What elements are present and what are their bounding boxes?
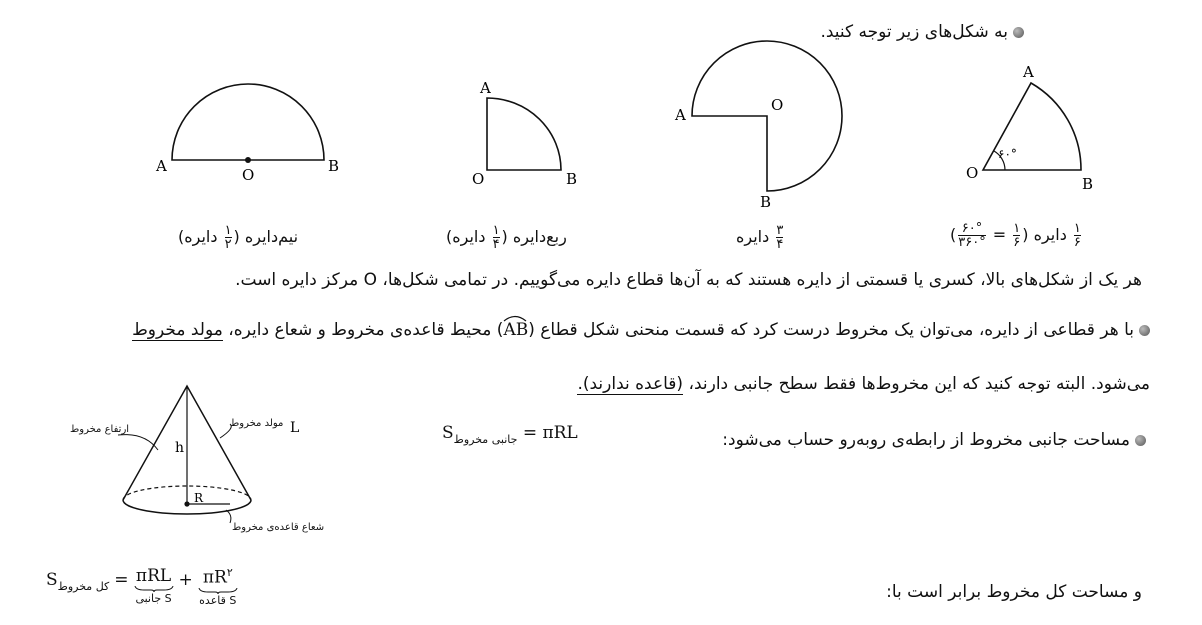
paragraph-cone: با هر قطاعی از دایره، می‌توان یک مخروط درست کرد که قسمت منحنی شکل قطاع ( AB) محیط قاعده‌ی مخروط و شعاع دایره، مولد مخروط bbox=[132, 320, 1150, 340]
quarter-label-o: O bbox=[472, 170, 485, 188]
bullet-icon bbox=[1135, 435, 1146, 446]
three-quarter-label-a: A bbox=[675, 106, 686, 124]
semicircle-label-a: A bbox=[156, 157, 167, 175]
three-quarter-caption: $\frac{۳}{۴}$ دایره bbox=[736, 223, 784, 252]
quarter-label-a: A bbox=[480, 79, 491, 97]
sixth-label-o: O bbox=[966, 164, 979, 182]
lateral-term: πRL S جانبی bbox=[135, 566, 172, 605]
semicircle-label-o: O bbox=[242, 166, 255, 184]
three-quarter-figure bbox=[674, 41, 842, 211]
semicircle-caption: نیم‌دایره ( $\frac{۱}{۲}$ دایره) bbox=[178, 223, 299, 252]
quarter-figure bbox=[472, 79, 577, 188]
quarter-caption: ربع‌دایره ( $\frac{۱}{۴}$ دایره) bbox=[446, 223, 567, 252]
semicircle-figure bbox=[155, 84, 339, 184]
slant-letter: L bbox=[290, 420, 300, 436]
intro-text: به شکل‌های زیر توجه کنید. bbox=[820, 22, 1008, 42]
fraction: $\frac{۱}{۴}$ bbox=[492, 223, 500, 252]
quarter-shape bbox=[487, 98, 561, 170]
underlined-note: (قاعده ندارند). bbox=[577, 374, 684, 394]
total-area-sentence: و مساحت کل مخروط برابر است با: bbox=[886, 582, 1142, 602]
fraction: $\frac{۶۰^\circ}{۳۶۰^\circ}$ bbox=[958, 221, 986, 250]
total-formula: $S_{کل مخروط}$ = πRL S جانبی + $\pi R^۲$ S قاعده bbox=[46, 566, 237, 607]
sixth-figure bbox=[966, 63, 1093, 193]
bullet-icon bbox=[1139, 325, 1150, 336]
height-letter: h bbox=[175, 440, 185, 456]
three-quarter-shape bbox=[692, 41, 842, 191]
height-label: ارتفاع مخروط bbox=[70, 424, 130, 435]
fraction: $\frac{۱}{۲}$ bbox=[224, 223, 232, 252]
radius-pointer bbox=[226, 510, 231, 523]
three-quarter-label-b: B bbox=[760, 193, 772, 211]
fraction: $\frac{۱}{۶}$ bbox=[1073, 221, 1081, 250]
arc-mark-icon bbox=[503, 314, 527, 322]
lateral-formula: $S_{جانبی مخروط} = \pi RL$ bbox=[442, 423, 578, 446]
sixth-angle-label: ۶۰° bbox=[998, 147, 1017, 161]
semicircle-label-b: B bbox=[328, 157, 340, 175]
sixth-label-b: B bbox=[1082, 175, 1094, 193]
base-term: $\pi R^۲$ S قاعده bbox=[199, 566, 237, 607]
three-quarter-label-o: O bbox=[771, 96, 784, 114]
center-dot bbox=[245, 157, 251, 163]
radius-letter: R bbox=[194, 491, 204, 505]
quarter-label-b: B bbox=[566, 170, 578, 188]
sixth-caption: $\frac{۱}{۶}$ دایره ( $\frac{۱}{۶}$ = $\frac{۶۰^\circ}{۳۶۰^\circ}$ ) bbox=[950, 221, 1081, 250]
semicircle-shape bbox=[172, 84, 324, 160]
paragraph-sectors: هر یک از شکل‌های بالا، کسری یا قسمتی از دایره هستند که به آن‌ها قطاع دایره می‌گوییم. در تمامی شکل‌ها، O مرکز دایره است. bbox=[235, 270, 1142, 290]
lateral-area-sentence: مساحت جانبی مخروط از رابطه‌ی روبه‌رو حساب می‌شود: bbox=[722, 430, 1146, 450]
slant-label: مولد مخروط bbox=[230, 418, 284, 429]
fraction: $\frac{۱}{۶}$ bbox=[1013, 221, 1021, 250]
arc-ab: AB bbox=[503, 320, 528, 340]
sixth-label-a: A bbox=[1023, 63, 1034, 81]
radius-label: شعاع قاعده‌ی مخروط bbox=[232, 522, 325, 533]
paragraph-lateral-only: می‌شود. البته توجه کنید که این مخروط‌ها فقط سطح جانبی دارند، (قاعده ندارند). bbox=[577, 374, 1150, 394]
underlined-term: مولد مخروط bbox=[132, 320, 223, 340]
fraction: $\frac{۳}{۴}$ bbox=[776, 223, 784, 252]
